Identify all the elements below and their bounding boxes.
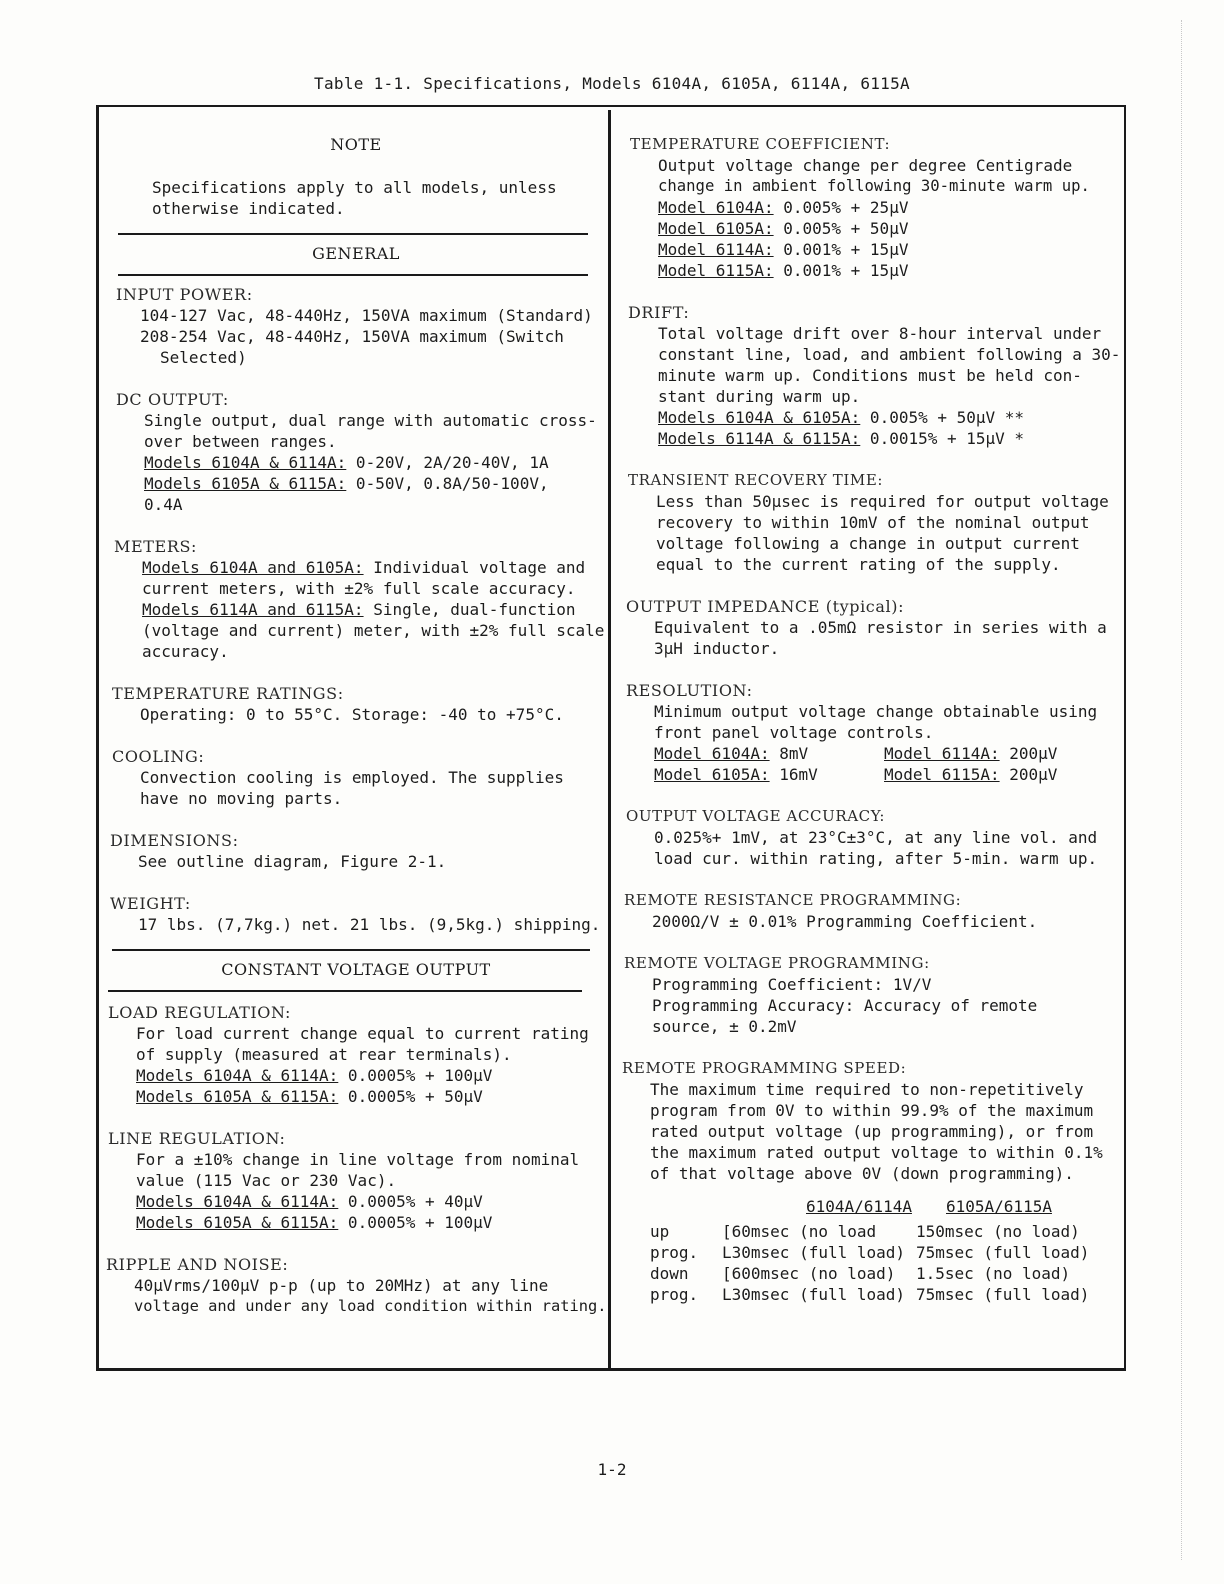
cv-heading: CONSTANT VOLTAGE OUTPUT: [221, 960, 491, 979]
temp-ratings-heading: TEMPERATURE RATINGS:: [112, 684, 344, 703]
load-reg-model-line: [106, 1086, 612, 1107]
temp-coef-model-line: [622, 218, 1122, 239]
drift-heading: DRIFT:: [628, 303, 690, 322]
model-label: Models 6104A & 6105A:: [658, 408, 861, 427]
rps-table-row: [622, 1263, 1122, 1284]
dc-output-model-line: [106, 473, 612, 494]
model-value: 0.0005% + 100µV: [338, 1066, 493, 1085]
page-number: 1-2: [597, 1460, 627, 1479]
rps-line: the maximum rated output voltage to within 0.1%: [650, 1143, 1103, 1162]
model-label: Model 6105A:: [654, 765, 770, 784]
ripple-line: voltage and under any load condition within rating.: [134, 1297, 607, 1315]
model-label: Model 6115A:: [884, 765, 1000, 784]
cooling-line: have no moving parts.: [140, 789, 343, 808]
input-power-line: Selected): [160, 348, 247, 367]
rps-heading: REMOTE PROGRAMMING SPEED:: [622, 1059, 907, 1077]
note-heading: NOTE: [330, 135, 382, 154]
dc-output-line: over between ranges.: [144, 432, 337, 451]
model-value: 200µV: [999, 744, 1058, 763]
right-column: [622, 134, 1122, 1305]
temp-coef-line: Output voltage change per degree Centigrade: [658, 156, 1073, 175]
rvp-line: source, ± 0.2mV: [652, 1017, 797, 1036]
resolution-heading: RESOLUTION:: [626, 681, 753, 700]
meters-heading: METERS:: [114, 537, 198, 556]
rps-col-header: 6104A/6114A: [806, 1197, 912, 1216]
rps-cell-b: 150msec (no load): [916, 1222, 1080, 1241]
model-value: 200µV: [999, 765, 1058, 784]
rps-line: program from 0V to within 99.9% of the maximum: [650, 1101, 1094, 1120]
rps-table: [622, 1221, 1122, 1305]
transient-heading: TRANSIENT RECOVERY TIME:: [628, 471, 884, 489]
cooling-line: Convection cooling is employed. The supplies: [140, 768, 564, 787]
model-label: Model 6114A:: [884, 744, 1000, 763]
dimensions-line: See outline diagram, Figure 2-1.: [138, 852, 447, 871]
left-column: [106, 134, 612, 1317]
weight-heading: WEIGHT:: [110, 894, 191, 913]
model-label: Models 6114A and 6115A:: [142, 600, 364, 619]
drift-line: stant during warm up.: [658, 387, 861, 406]
temp-coef-heading: TEMPERATURE COEFFICIENT:: [630, 135, 891, 153]
dc-output-line: 0.4A: [144, 495, 183, 514]
drift-line: Total voltage drift over 8-hour interval under: [658, 324, 1102, 343]
line-reg-model-line: [106, 1212, 612, 1233]
temp-ratings-line: Operating: 0 to 55°C. Storage: -40 to +75°C.: [140, 705, 564, 724]
rps-cell-b: 75msec (full load): [916, 1285, 1090, 1304]
model-value: 0.005% + 50µV **: [860, 408, 1025, 427]
temp-coef-line: change in ambient following 30-minute warm up.: [658, 177, 1090, 195]
table-title: Table 1-1. Specifications, Models 6104A, 6105A, 6114A, 6115A: [314, 74, 910, 93]
model-label: Model 6115A:: [658, 261, 774, 280]
dc-output-line: Single output, dual range with automatic cross-: [144, 411, 597, 430]
drift-model-line: [622, 407, 1122, 428]
rps-line: rated output voltage (up programming), or from: [650, 1122, 1094, 1141]
resolution-cell: [884, 764, 1084, 785]
meters-model-line: [106, 557, 612, 578]
load-reg-line: of supply (measured at rear terminals).: [136, 1045, 512, 1064]
model-value: Individual voltage and: [363, 558, 586, 577]
model-value: 0.001% + 15µV: [773, 240, 909, 259]
general-heading: GENERAL: [312, 244, 400, 263]
rps-table-row: [622, 1242, 1122, 1263]
model-label: Models 6104A and 6105A:: [142, 558, 364, 577]
impedance-heading: OUTPUT IMPEDANCE (typical):: [626, 597, 905, 616]
rps-cell-b: 1.5sec (no load): [916, 1264, 1071, 1283]
rps-cell-label: down: [650, 1264, 689, 1283]
weight-line: 17 lbs. (7,7kg.) net. 21 lbs. (9,5kg.) shipping.: [138, 915, 601, 934]
note-text-line1: Specifications apply to all models, unless: [152, 178, 557, 197]
rps-line: The maximum time required to non-repetitively: [650, 1080, 1084, 1099]
resolution-cell: [654, 764, 884, 785]
rps-cell-label: up: [650, 1222, 670, 1241]
resolution-line: front panel voltage controls.: [654, 723, 934, 742]
model-value: 0.0005% + 50µV: [338, 1087, 483, 1106]
rps-cell-b: 75msec (full load): [916, 1243, 1090, 1262]
model-value: 0.005% + 50µV: [773, 219, 909, 238]
model-value: 0.0005% + 100µV: [338, 1213, 493, 1232]
drift-line: constant line, load, and ambient following a 30-: [658, 345, 1121, 364]
cooling-heading: COOLING:: [112, 747, 205, 766]
meters-line: (voltage and current) meter, with ±2% full scale: [142, 621, 605, 640]
rps-col-header: 6105A/6115A: [946, 1197, 1052, 1216]
load-reg-heading: LOAD REGULATION:: [108, 1003, 292, 1022]
resolution-cell: [654, 743, 884, 764]
model-label: Models 6105A & 6115A:: [136, 1087, 339, 1106]
meters-line: accuracy.: [142, 642, 229, 661]
rvp-line: Programming Coefficient: 1V/V: [652, 975, 932, 994]
model-label: Models 6114A & 6115A:: [658, 429, 861, 448]
rps-cell-a: [60msec (no load: [722, 1222, 877, 1241]
temp-coef-model-line: [622, 239, 1122, 260]
temp-coef-model-line: [622, 260, 1122, 281]
model-value: 0.0005% + 40µV: [338, 1192, 483, 1211]
rvp-line: Programming Accuracy: Accuracy of remote: [652, 996, 1038, 1015]
resolution-line: Minimum output voltage change obtainable using: [654, 702, 1098, 721]
impedance-line: 3µH inductor.: [654, 639, 780, 658]
drift-model-line: [622, 428, 1122, 449]
line-reg-line: For a ±10% change in line voltage from nominal: [136, 1150, 580, 1169]
model-value: 0.005% + 25µV: [773, 198, 909, 217]
ripple-line: 40µVrms/100µV p-p (up to 20MHz) at any line: [134, 1276, 549, 1295]
line-reg-model-line: [106, 1191, 612, 1212]
line-reg-heading: LINE REGULATION:: [108, 1129, 286, 1148]
transient-line: recovery to within 10mV of the nominal output: [656, 513, 1090, 532]
rps-cell-label: prog.: [650, 1285, 699, 1304]
rps-table-row: [622, 1284, 1122, 1305]
transient-line: voltage following a change in output current: [656, 534, 1080, 553]
model-value: 16mV: [769, 765, 818, 784]
accuracy-heading: OUTPUT VOLTAGE ACCURACY:: [626, 807, 886, 825]
ripple-heading: RIPPLE AND NOISE:: [106, 1255, 289, 1274]
model-label: Model 6104A:: [658, 198, 774, 217]
rps-table-row: [622, 1221, 1122, 1242]
dimensions-heading: DIMENSIONS:: [110, 831, 239, 850]
note-text-line2: otherwise indicated.: [152, 199, 345, 218]
rvp-heading: REMOTE VOLTAGE PROGRAMMING:: [624, 954, 930, 972]
model-label: Models 6105A & 6115A:: [136, 1213, 339, 1232]
input-power-line: 104-127 Vac, 48-440Hz, 150VA maximum (Standard): [140, 306, 593, 325]
input-power-heading: INPUT POWER:: [116, 285, 253, 304]
resolution-cell: [884, 743, 1084, 764]
rrp-heading: REMOTE RESISTANCE PROGRAMMING:: [624, 891, 962, 909]
model-label: Model 6114A:: [658, 240, 774, 259]
meters-model-line: [106, 599, 612, 620]
model-value: 0.001% + 15µV: [773, 261, 909, 280]
meters-line: current meters, with ±2% full scale accuracy.: [142, 579, 576, 598]
margin-dotted-line: [1180, 20, 1182, 1560]
model-value: 0-20V, 2A/20-40V, 1A: [346, 453, 549, 472]
load-reg-model-line: [106, 1065, 612, 1086]
drift-line: minute warm up. Conditions must be held con-: [658, 366, 1082, 385]
rrp-line: 2000Ω/V ± 0.01% Programming Coefficient.: [652, 912, 1038, 931]
load-reg-line: For load current change equal to current rating: [136, 1024, 589, 1043]
line-reg-line: value (115 Vac or 230 Vac).: [136, 1171, 397, 1190]
impedance-line: Equivalent to a .05mΩ resistor in series with a: [654, 618, 1107, 637]
model-label: Models 6104A & 6114A:: [136, 1192, 339, 1211]
dc-output-model-line: [106, 452, 612, 473]
resolution-table: [622, 743, 1122, 785]
accuracy-line: 0.025%+ 1mV, at 23°C±3°C, at any line vol. and: [654, 828, 1098, 847]
model-value: Single, dual-function: [363, 600, 576, 619]
transient-line: Less than 50µsec is required for output voltage: [656, 492, 1109, 511]
rps-table-header: [622, 1196, 1122, 1217]
model-label: Model 6104A:: [654, 744, 770, 763]
model-value: 0.0015% + 15µV *: [860, 429, 1025, 448]
model-label: Models 6104A & 6114A:: [136, 1066, 339, 1085]
model-label: Models 6104A & 6114A:: [144, 453, 347, 472]
rps-line: of that voltage above 0V (down programming).: [650, 1164, 1074, 1183]
rps-cell-a: [600msec (no load): [722, 1264, 896, 1283]
rps-cell-label: prog.: [650, 1243, 699, 1262]
transient-line: equal to the current rating of the supply.: [656, 555, 1061, 574]
accuracy-line: load cur. within rating, after 5-min. warm up.: [654, 849, 1098, 868]
model-value: 0-50V, 0.8A/50-100V,: [346, 474, 549, 493]
model-label: Model 6105A:: [658, 219, 774, 238]
rps-cell-a: L30msec (full load): [722, 1243, 906, 1262]
temp-coef-model-line: [622, 197, 1122, 218]
input-power-line: 208-254 Vac, 48-440Hz, 150VA maximum (Switch: [140, 327, 564, 346]
dc-output-heading: DC OUTPUT:: [116, 390, 229, 409]
model-label: Models 6105A & 6115A:: [144, 474, 347, 493]
rps-cell-a: L30msec (full load): [722, 1285, 906, 1304]
model-value: 8mV: [769, 744, 809, 763]
